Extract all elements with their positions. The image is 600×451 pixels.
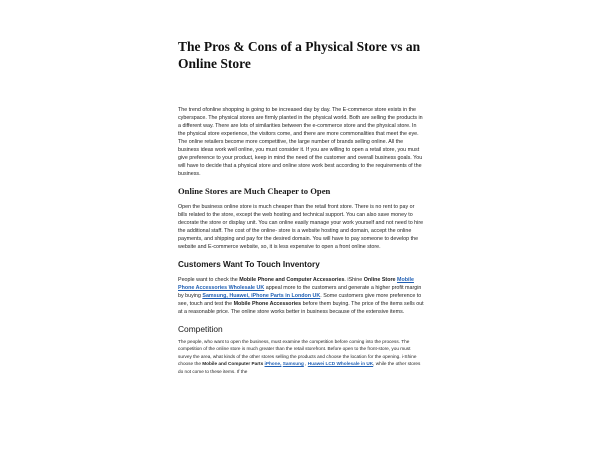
text-run: , (303, 361, 308, 367)
text-run: The people, who want to open the business, must examine the competition before coming into the process. The competition of the online store is much greater than the retail storefront. Before open to the front-store, you must survey the area, what kinds of the other stores selling the products and choose the location for the opening. i-Shine choose the (178, 339, 417, 367)
document-content (178, 38, 424, 383)
section-heading-cheaper: Online Stores are Much Cheaper to Open (178, 186, 331, 196)
intro-paragraph: The trend ofonline shopping is going to be increased day by day. The E-commerce store exists in the cyberspace. The physical stores are firmly planted in the physical world. Both are selling the products in a different way. There are lots of similarities between the e-commerce store and the physical store. In the physical store experience, the visitors come, and there are more commonalities that meet the eye. The online retailers become more competitive, the large number of brands selling online. All the business ideas work well online, you must consider it. If you are willing to open a retail store, you must give preference to your product, keep in mind the need of the customer and overall business goals. You will have to decide that a physical store and online store work best according to the requirements of the business. (178, 107, 423, 177)
bold-run: Mobile Phone Accessories (233, 301, 302, 307)
bold-run: Online Store (363, 277, 396, 283)
link-parts-london[interactable]: Samsung, Huawei, iPhone Parts in London UK (202, 293, 321, 299)
link-samsung[interactable]: Samsung (282, 361, 304, 367)
link-huawei-lcd[interactable]: Huawei LCD Wholesale in UK (307, 361, 374, 367)
text-run: . Some customers give more preference to see, touch and test the (178, 293, 422, 307)
bold-run: Mobile Phone and Computer Accessories (239, 277, 345, 283)
section-body-competition (178, 338, 424, 375)
text-run: , while the other stores do not come to these items. If the (178, 361, 421, 374)
section-body-cheaper: Open the business online store is much cheaper than the retail front store. There is no rent to pay or bills related to the store, except the web hosting and technical support. You can also save money to decorate the store or display unit. You can online easily manage your work yourself and not need to hire the additional staff. The cost of the online- store is a website hosting and domain, accept the online payments, and shipping and pay for the desired domain. You will have to pay someone to develop the website and E-commerce website, so, it is less expensive to open a front online store. (178, 204, 424, 250)
text-run: before them buying. The price of the items sells out at a reasonable price. The online store works better in business because of the extensive items. (178, 301, 424, 315)
document-title: The Pros & Cons of a Physical Store vs an Online Store (178, 39, 421, 71)
bold-run: Mobile and Computer Parts (202, 361, 264, 367)
text-run: . iShine (344, 277, 364, 283)
text-run: appeal more to the customers and generate a higher profit margin by buying (178, 285, 422, 299)
section-heading-touch-inventory: Customers Want To Touch Inventory (178, 260, 320, 269)
link-wholesale-uk[interactable]: Mobile Phone Accessories Wholesale UK (178, 277, 414, 291)
link-iphone[interactable]: iPhone, (264, 361, 282, 367)
section-heading-competition: Competition (178, 324, 223, 334)
section-body-touch-inventory (178, 276, 424, 316)
text-run: People want to check the (178, 277, 240, 283)
